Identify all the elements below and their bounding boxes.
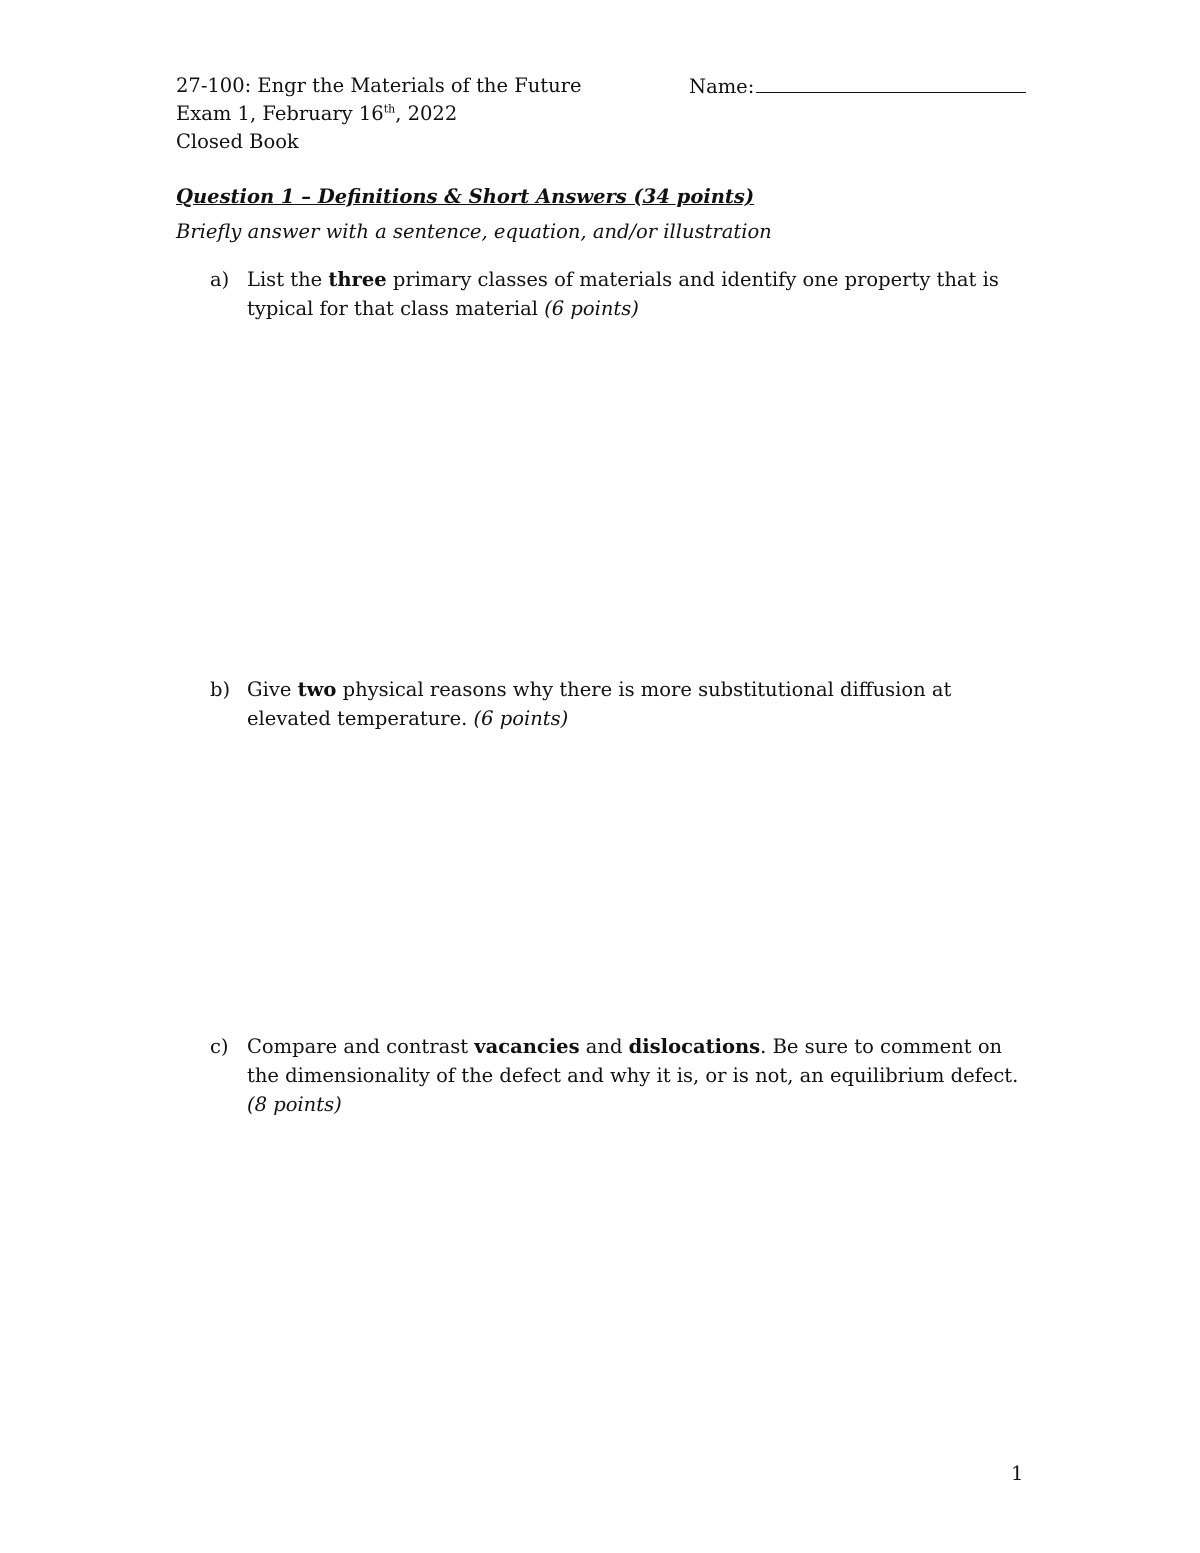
question-instructions: Briefly answer with a sentence, equation, and/or illustration: [176, 220, 772, 243]
page-number: 1: [1011, 1462, 1024, 1485]
exam-date-suffix: , 2022: [395, 102, 458, 125]
book-policy: Closed Book: [176, 130, 299, 153]
item-text-part: primary classes of materials and identify one property that is typical for that class material: [247, 268, 999, 320]
name-blank-line[interactable]: [756, 72, 1026, 93]
name-field: [689, 72, 1026, 101]
item-points: (6 points): [544, 297, 639, 320]
item-letter: a): [210, 268, 230, 291]
item-points: (8 points): [247, 1093, 342, 1116]
item-text-part: Give: [247, 678, 298, 701]
item-text-part: physical reasons why there is more substitutional diffusion at elevated temperature.: [247, 678, 952, 730]
item-letter: c): [210, 1035, 229, 1058]
item-text-part: Compare and contrast: [247, 1035, 475, 1058]
exam-date-ordinal: th: [383, 102, 396, 116]
item-text: [247, 1032, 1030, 1119]
item-text: [247, 265, 1030, 323]
item-letter: b): [210, 678, 231, 701]
item-text-part: and: [579, 1035, 629, 1058]
exam-date: [176, 100, 457, 128]
course-title: 27-100: Engr the Materials of the Future: [176, 74, 582, 97]
item-text-part: . Be sure to comment on the dimensionality of the defect and why it is, or is not, an equilibrium defect.: [247, 1035, 1019, 1087]
item-emphasis: vacancies: [474, 1035, 580, 1058]
question-title: Question 1 – Definitions & Short Answers (34 points): [176, 185, 755, 208]
question-item-c: [210, 1032, 1030, 1119]
name-label: Name:: [689, 75, 755, 98]
exam-date-prefix: Exam 1, February 16: [176, 102, 384, 125]
question-item-a: [210, 265, 1030, 323]
item-emphasis: two: [297, 678, 337, 701]
item-emphasis: three: [328, 268, 387, 291]
item-emphasis: dislocations: [628, 1035, 761, 1058]
item-text-part: List the: [247, 268, 329, 291]
item-points: (6 points): [473, 707, 569, 730]
item-text: [247, 675, 1030, 733]
question-item-b: [210, 675, 1030, 733]
